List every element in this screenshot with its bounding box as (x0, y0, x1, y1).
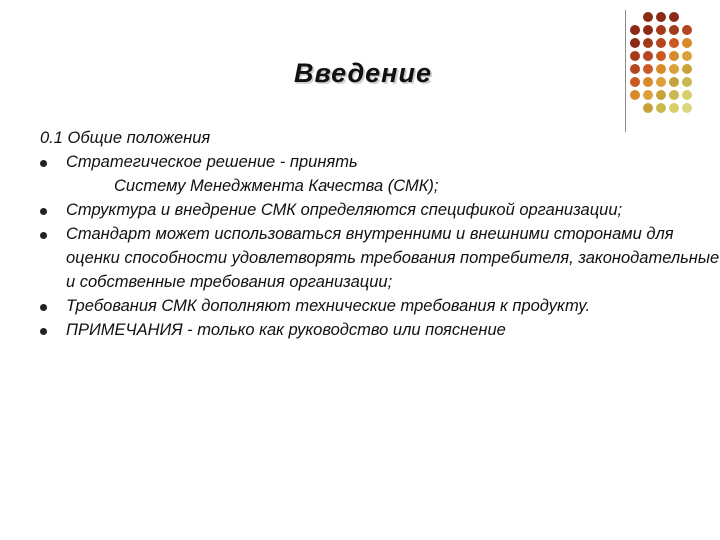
bullet-list (40, 150, 720, 342)
decor-dot (643, 25, 653, 35)
bullet-text: Структура и внедрение СМК определяются спецификой организации; (66, 201, 623, 219)
decor-dot (682, 25, 692, 35)
decor-dot (643, 103, 653, 113)
decor-dot (643, 12, 653, 22)
bullet-text: ПРИМЕЧАНИЯ - только как руководство или пояснение (66, 321, 506, 339)
bullet-text: Стандарт может использоваться внутренними и внешними сторонами для оценки способности удовлетворять требования потребителя, законодательные и собственные требования организации; (66, 225, 720, 291)
list-item (40, 294, 720, 318)
bullet-icon (40, 328, 47, 335)
decor-dot (656, 90, 666, 100)
bullet-text: Требования СМК дополняют технические требования к продукту. (66, 297, 591, 315)
decor-dot (682, 38, 692, 48)
slide-body (40, 126, 720, 342)
bullet-icon (40, 160, 47, 167)
bullet-icon (40, 304, 47, 311)
bullet-text-line1: Стратегическое решение - принять (66, 153, 358, 171)
bullet-icon (40, 232, 47, 239)
decor-dot (669, 90, 679, 100)
bullet-text-line2: Систему Менеджмента Качества (СМК); (114, 177, 439, 195)
decor-dot (669, 38, 679, 48)
decor-dot (630, 25, 640, 35)
decor-dot (656, 25, 666, 35)
decor-dot (682, 90, 692, 100)
list-item (40, 198, 720, 222)
slide-title: Введение (293, 58, 432, 88)
decor-dot (656, 38, 666, 48)
decor-dot (669, 103, 679, 113)
bullet-icon (40, 208, 47, 215)
decor-dot (643, 38, 653, 48)
decor-dot (630, 90, 640, 100)
decor-dot (656, 12, 666, 22)
list-item (40, 318, 720, 342)
list-item (40, 222, 720, 294)
decor-dot (682, 103, 692, 113)
decor-dot (669, 12, 679, 22)
list-item (40, 150, 720, 198)
decor-dot (630, 38, 640, 48)
decor-dot (643, 90, 653, 100)
section-heading: 0.1 Общие положения (40, 129, 211, 147)
decor-dot (669, 25, 679, 35)
decor-dot (656, 103, 666, 113)
